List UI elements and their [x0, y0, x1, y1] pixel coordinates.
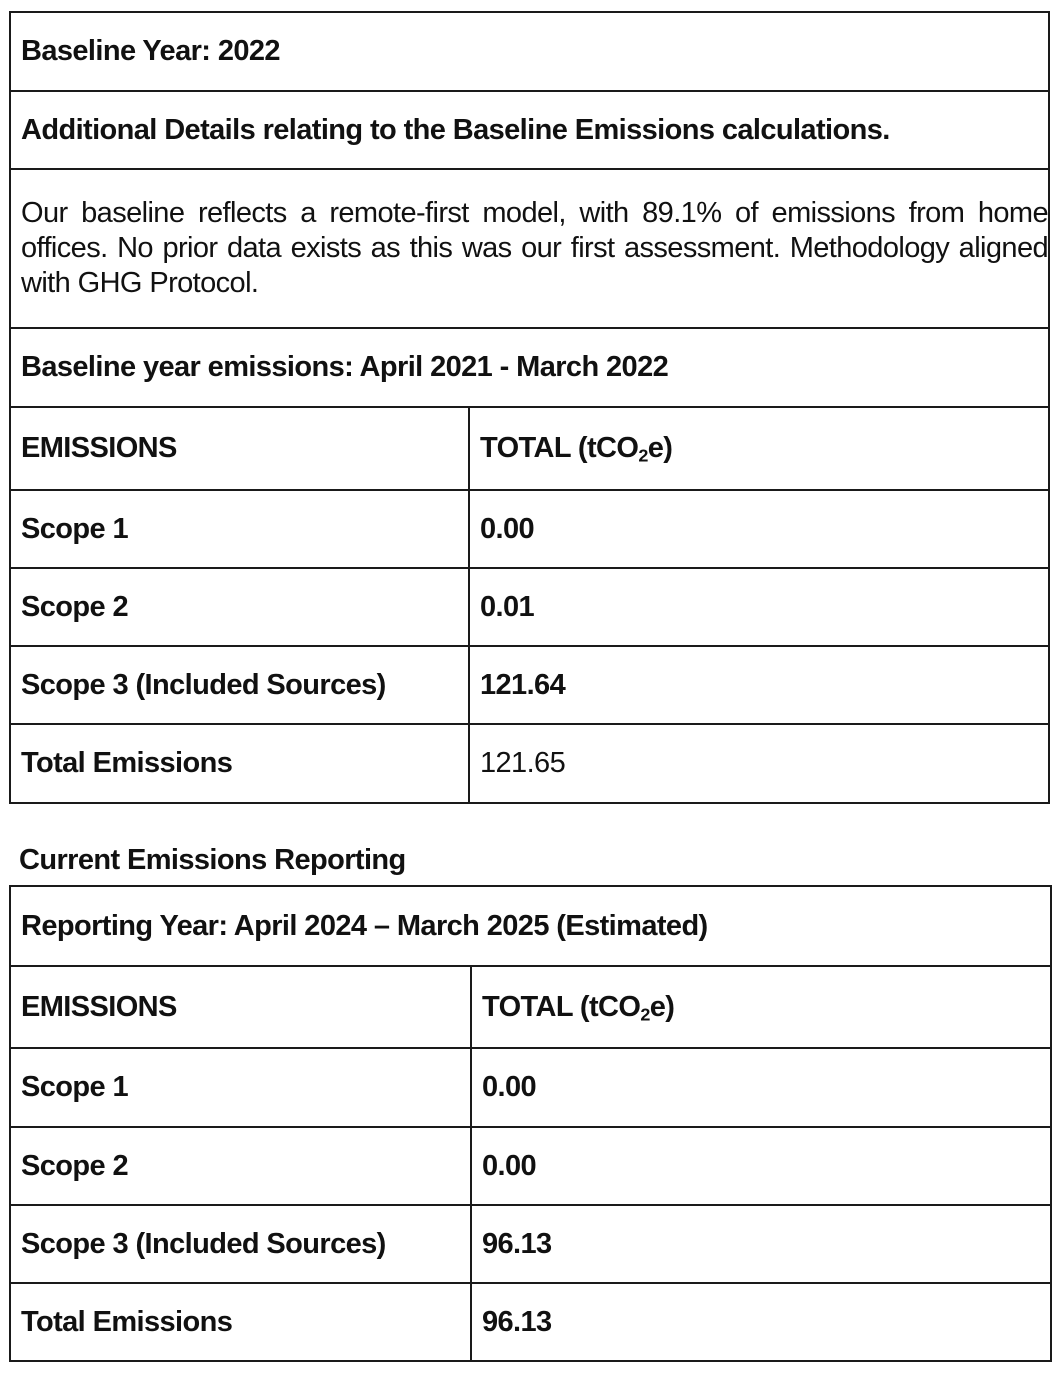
- row-label: Scope 3 (Included Sources): [10, 1205, 471, 1283]
- table-header-row: [10, 407, 1049, 490]
- row-label: Scope 2: [10, 1127, 471, 1205]
- table-row: [10, 328, 1049, 407]
- row-label: Scope 1: [10, 1048, 471, 1127]
- reporting-period-heading: Reporting Year: April 2024 – March 2025 (Estimated): [10, 886, 1051, 966]
- table-row: [10, 169, 1049, 328]
- column-header-emissions: EMISSIONS: [10, 407, 469, 490]
- row-value: 0.00: [471, 1048, 1051, 1127]
- row-value: 96.13: [471, 1283, 1051, 1361]
- column-header-total: TOTAL (tCO$_2$e): [469, 407, 1049, 490]
- baseline-period-heading: Baseline year emissions: April 2021 - March 2022: [10, 328, 1049, 407]
- current-emissions-heading: Current Emissions Reporting: [19, 844, 406, 876]
- baseline-emissions-table: [9, 11, 1050, 804]
- row-value: 96.13: [471, 1205, 1051, 1283]
- row-value: 121.64: [469, 646, 1049, 724]
- table-row: [10, 91, 1049, 169]
- row-label: Scope 3 (Included Sources): [10, 646, 469, 724]
- row-value: 0.00: [469, 490, 1049, 568]
- table-row: [10, 490, 1049, 568]
- column-header-emissions: EMISSIONS: [10, 966, 471, 1048]
- baseline-details-text: Our baseline reflects a remote-first model, with 89.1% of emissions from home offices. No prior data exists as this was our first assessment. Methodology aligned with GHG Protocol.: [10, 169, 1049, 328]
- table-row: [10, 1283, 1051, 1361]
- row-label: Scope 1: [10, 490, 469, 568]
- row-value: 0.00: [471, 1127, 1051, 1205]
- column-header-total: TOTAL (tCO$_2$e): [471, 966, 1051, 1048]
- baseline-year-heading: Baseline Year: 2022: [10, 12, 1049, 91]
- current-emissions-table: [9, 885, 1052, 1362]
- baseline-details-heading: Additional Details relating to the Baseline Emissions calculations.: [10, 91, 1049, 169]
- row-label: Total Emissions: [10, 724, 469, 803]
- table-row: [10, 646, 1049, 724]
- table-row: [10, 568, 1049, 646]
- row-value: 0.01: [469, 568, 1049, 646]
- table-header-row: [10, 966, 1051, 1048]
- row-label: Scope 2: [10, 568, 469, 646]
- table-row: [10, 1127, 1051, 1205]
- table-row: [10, 1205, 1051, 1283]
- table-row: [10, 886, 1051, 966]
- row-value: 121.65: [469, 724, 1049, 803]
- table-row: [10, 724, 1049, 803]
- row-label: Total Emissions: [10, 1283, 471, 1361]
- table-row: [10, 12, 1049, 91]
- table-row: [10, 1048, 1051, 1127]
